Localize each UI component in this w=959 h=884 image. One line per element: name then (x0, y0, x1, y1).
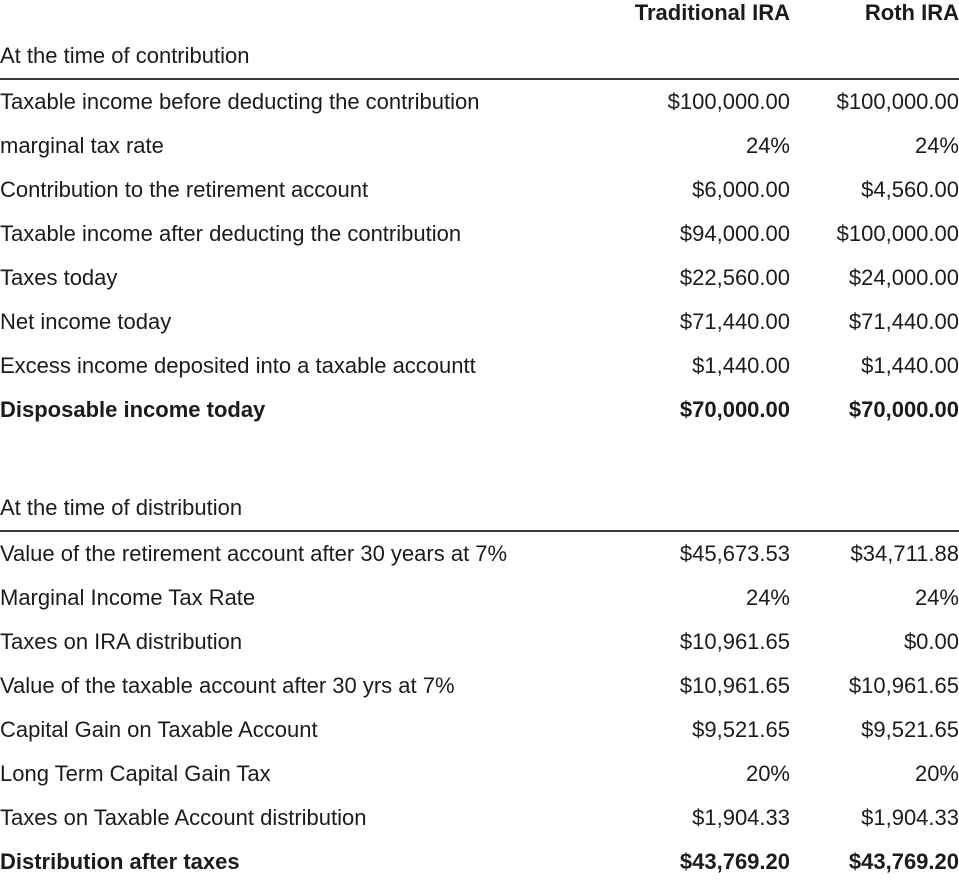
row-label: Excess income deposited into a taxable accountt (0, 353, 476, 378)
cell-traditional-ira: $9,521.65 (692, 717, 790, 742)
row-label: Contribution to the retirement account (0, 177, 369, 202)
row-label: Capital Gain on Taxable Account (0, 717, 318, 742)
table-row (0, 708, 959, 752)
row-label: Value of the taxable account after 30 yrs at 7% (0, 673, 455, 698)
cell-traditional-ira: 24% (745, 585, 790, 610)
section-title: At the time of contribution (0, 36, 610, 79)
cell-traditional-ira: $94,000.00 (679, 221, 790, 246)
row-label: Taxes today (0, 265, 118, 290)
cell-traditional-ira: 24% (745, 133, 790, 158)
row-label: Taxes on IRA distribution (0, 629, 243, 654)
row-label: Taxes on Taxable Account distribution (0, 805, 367, 830)
cell-traditional-ira: $1,440.00 (692, 353, 790, 378)
column-header-roth-ira: Roth IRA (864, 0, 959, 25)
cell-traditional-ira: $71,440.00 (679, 309, 790, 334)
table-row (0, 752, 959, 796)
row-label: Taxable income before deducting the contribution (0, 89, 480, 114)
cell-traditional-ira: $43,769.20 (679, 849, 790, 874)
cell-traditional-ira: $70,000.00 (679, 397, 790, 422)
row-label: Long Term Capital Gain Tax (0, 761, 271, 786)
column-header-label (0, 0, 610, 36)
table-row-total (0, 840, 959, 884)
section-title-row (0, 488, 959, 531)
table-row (0, 576, 959, 620)
section-title-spacer-traditional (610, 488, 790, 531)
section-title: At the time of distribution (0, 488, 610, 531)
cell-traditional-ira: $1,904.33 (692, 805, 790, 830)
section-title-spacer-traditional (610, 36, 790, 79)
section-title-spacer-roth (790, 488, 959, 531)
cell-roth-ira: 24% (914, 133, 959, 158)
cell-traditional-ira: $10,961.65 (679, 673, 790, 698)
table-row (0, 344, 959, 388)
column-header-row (0, 0, 959, 36)
table-row (0, 300, 959, 344)
row-label: Net income today (0, 309, 172, 334)
cell-roth-ira: $24,000.00 (848, 265, 959, 290)
row-label: Marginal Income Tax Rate (0, 585, 256, 610)
cell-roth-ira: $1,904.33 (861, 805, 959, 830)
row-label: Distribution after taxes (0, 849, 240, 874)
cell-traditional-ira: 20% (745, 761, 790, 786)
cell-roth-ira: $71,440.00 (848, 309, 959, 334)
table-row (0, 212, 959, 256)
cell-roth-ira: $70,000.00 (848, 397, 959, 422)
cell-roth-ira: $10,961.65 (848, 673, 959, 698)
table-row (0, 531, 959, 576)
cell-roth-ira: $4,560.00 (861, 177, 959, 202)
cell-roth-ira: $43,769.20 (848, 849, 959, 874)
cell-roth-ira: $34,711.88 (850, 541, 959, 566)
table-row (0, 256, 959, 300)
table-row (0, 620, 959, 664)
table-row (0, 168, 959, 212)
cell-roth-ira: 20% (914, 761, 959, 786)
cell-traditional-ira: $22,560.00 (679, 265, 790, 290)
section-spacer (0, 432, 959, 488)
cell-roth-ira: $1,440.00 (861, 353, 959, 378)
cell-roth-ira: $100,000.00 (836, 221, 959, 246)
cell-roth-ira: 24% (914, 585, 959, 610)
section-spacer-cell (0, 432, 959, 488)
section-title-spacer-roth (790, 36, 959, 79)
row-label: Value of the retirement account after 30 years at 7% (0, 541, 508, 566)
table-row-total (0, 388, 959, 432)
table-row (0, 79, 959, 124)
table-body (0, 36, 959, 884)
cell-roth-ira: $9,521.65 (861, 717, 959, 742)
row-label: marginal tax rate (0, 133, 164, 158)
row-label: Disposable income today (0, 397, 266, 422)
table-row (0, 124, 959, 168)
cell-roth-ira: $100,000.00 (836, 89, 959, 114)
table-header (0, 0, 959, 36)
cell-traditional-ira: $10,961.65 (679, 629, 790, 654)
table-row (0, 664, 959, 708)
table-row (0, 796, 959, 840)
cell-traditional-ira: $6,000.00 (692, 177, 790, 202)
cell-traditional-ira: $45,673.53 (679, 541, 790, 566)
row-label: Taxable income after deducting the contribution (0, 221, 462, 246)
cell-traditional-ira: $100,000.00 (667, 89, 790, 114)
cell-roth-ira: $0.00 (903, 629, 959, 654)
section-title-row (0, 36, 959, 79)
column-header-traditional-ira: Traditional IRA (634, 0, 790, 25)
